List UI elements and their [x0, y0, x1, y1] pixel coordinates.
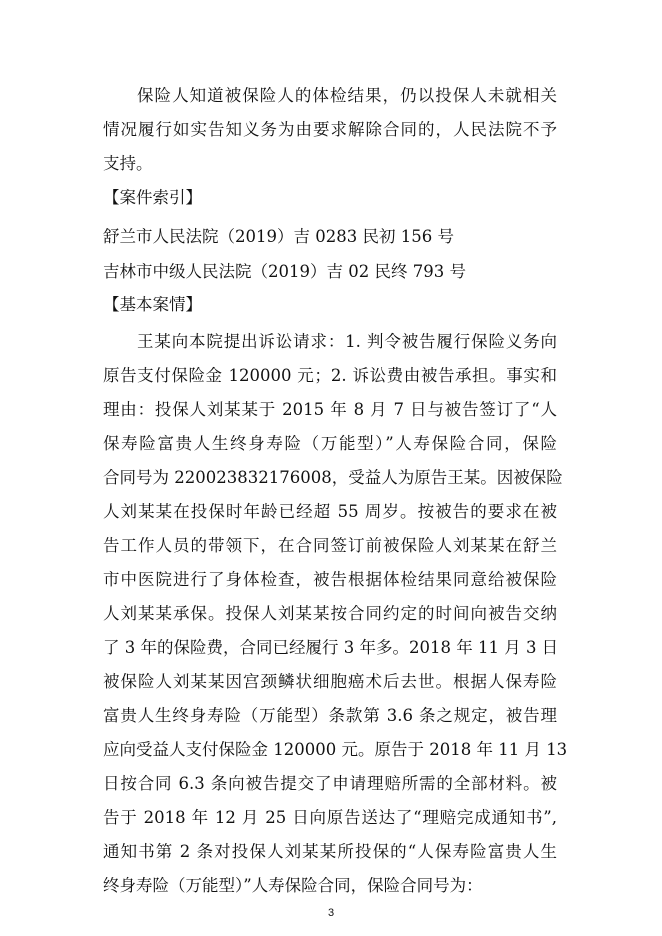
facts-line: 告于 2018 年 12 月 25 日向原告送达了“理赔完成通知书”,	[103, 808, 557, 827]
case-index-item: 吉林市中级人民法院（2019）吉 02 民终 793 号	[103, 262, 466, 281]
facts-line: 人刘某某在投保时年龄已经超 55 周岁。按被告的要求在被	[103, 502, 557, 521]
facts-line: 人刘某某承保。投保人刘某某按合同约定的时间向被告交纳	[103, 604, 557, 623]
facts-line: 保寿险富贵人生终身寿险（万能型）”人寿保险合同，保险	[103, 434, 557, 453]
facts-line: 通知书第 2 条对投保人刘某某所投保的“人保寿险富贵人生	[103, 842, 557, 861]
facts-line: 终身寿险（万能型）”人寿保险合同，保险合同号为：	[103, 876, 483, 895]
intro-line: 情况履行如实告知义务为由要求解除合同的，人民法院不予	[103, 120, 557, 139]
facts-line: 被保险人刘某某因宫颈鳞状细胞癌术后去世。根据人保寿险	[103, 672, 557, 691]
facts-line: 合同号为 220023832176008，受益人为原告王某。因被保险	[103, 468, 563, 487]
facts-line: 富贵人生终身寿险（万能型）条款第 3.6 条之规定，被告理	[103, 706, 557, 725]
page-number: 3	[327, 907, 335, 919]
facts-line: 理由：投保人刘某某于 2015 年 8 月 7 日与被告签订了“人	[103, 400, 557, 419]
facts-line: 市中医院进行了身体检查，被告根据体检结果同意给被保险	[103, 570, 557, 589]
case-index-heading: 【案件索引】	[103, 188, 202, 207]
intro-line: 保险人知道被保险人的体检结果，仍以投保人未就相关	[137, 86, 557, 105]
facts-line: 原告支付保险金 120000 元；2. 诉讼费由被告承担。事实和	[103, 366, 557, 385]
facts-line: 应向受益人支付保险金 120000 元。原告于 2018 年 11 月 13	[103, 740, 568, 759]
facts-line: 王某向本院提出诉讼请求：1. 判令被告履行保险义务向	[137, 332, 557, 351]
facts-line: 了 3 年的保险费，合同已经履行 3 年多。2018 年 11 月 3 日	[103, 638, 559, 657]
facts-line: 日按合同 6.3 条向被告提交了申请理赔所需的全部材料。被	[103, 774, 557, 793]
facts-line: 告工作人员的带领下，在合同签订前被保险人刘某某在舒兰	[103, 536, 557, 555]
intro-line: 支持。	[103, 154, 153, 173]
basic-facts-heading: 【基本案情】	[103, 295, 202, 314]
case-index-item: 舒兰市人民法院（2019）吉 0283 民初 156 号	[103, 227, 454, 246]
